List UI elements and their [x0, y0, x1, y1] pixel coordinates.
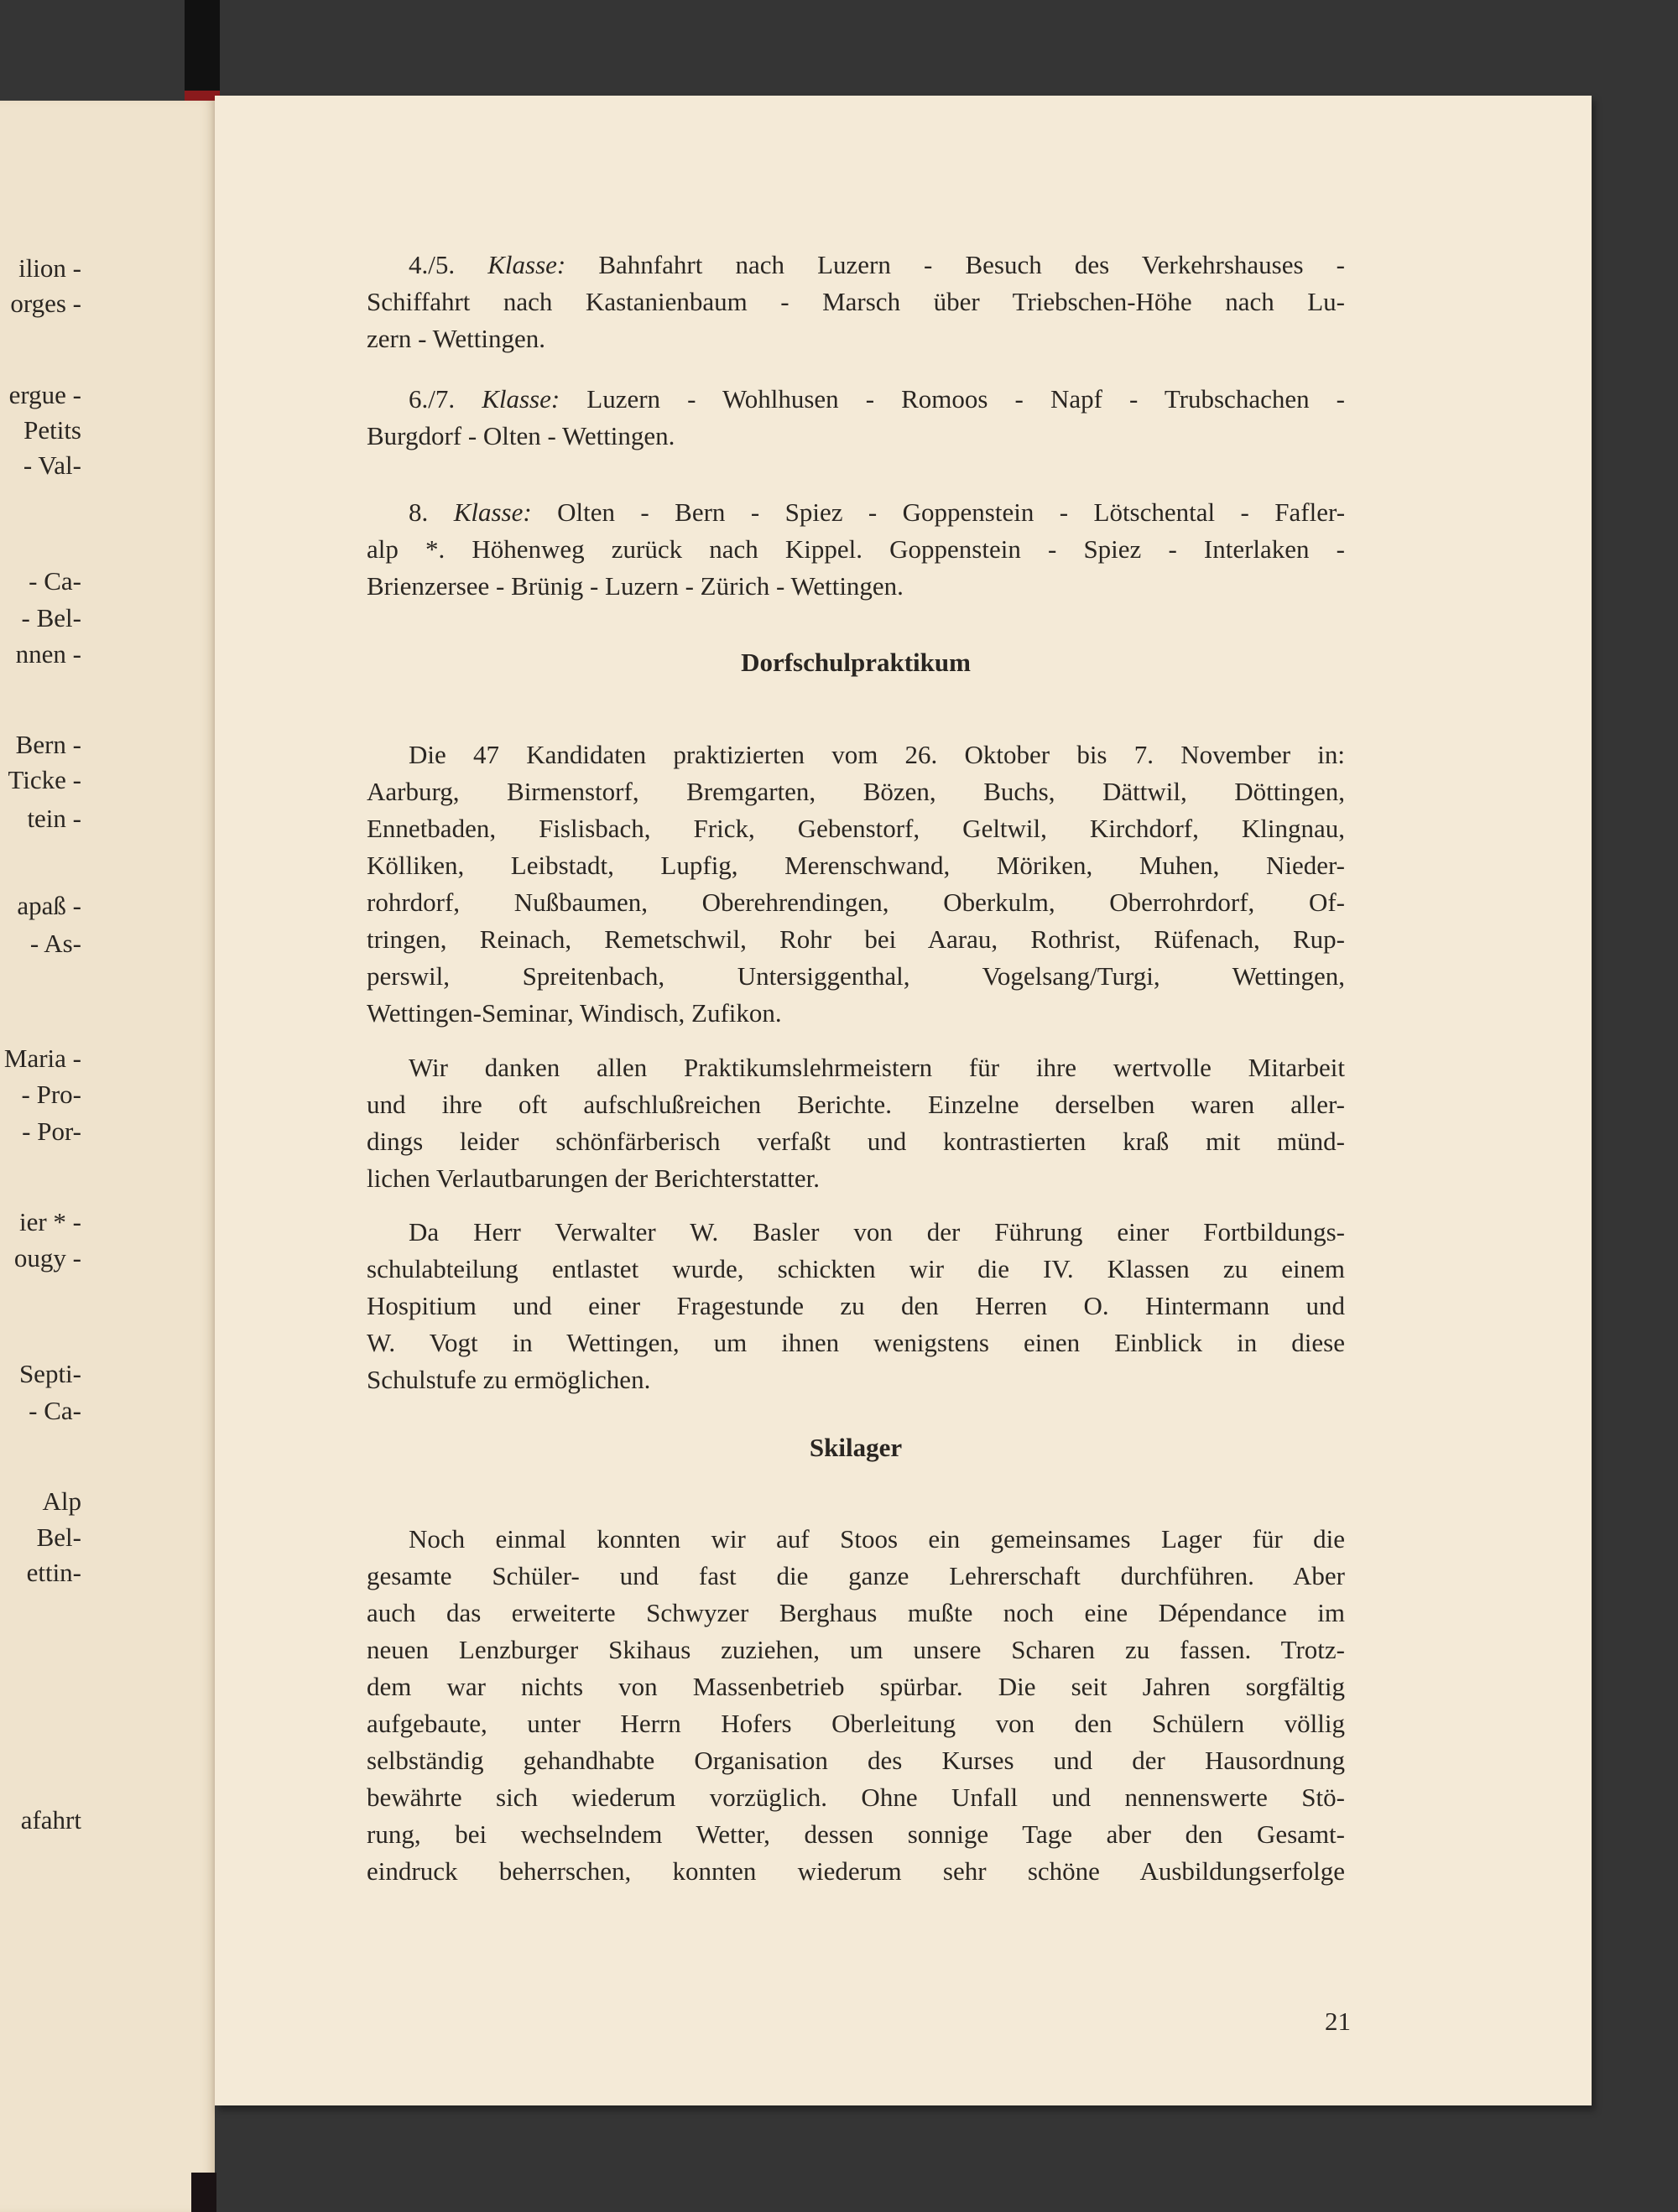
text-line: Aarburg, Birmenstorf, Bremgarten, Bözen, Buchs, Dättwil, Döttingen, [367, 777, 1345, 806]
left-page-text-fragment: afahrt [20, 1804, 81, 1835]
left-page-text-fragment: Bern - [15, 730, 81, 760]
paragraph [367, 1214, 1345, 1398]
text-line: auch das erweiterte Schwyzer Berghaus mußte noch eine Dépendance im [367, 1598, 1345, 1627]
text-line: Noch einmal konnten wir auf Stoos ein gemeinsames Lager für die [409, 1524, 1345, 1554]
text-line: Da Herr Verwalter W. Basler von der Führung einer Fortbildungs- [409, 1217, 1345, 1247]
section-heading-dorfschulpraktikum: Dorfschulpraktikum [741, 648, 971, 677]
text-line: rohrdorf, Nußbaumen, Oberehrendingen, Oberkulm, Oberrohrdorf, Of- [367, 887, 1345, 917]
text-line: lichen Verlautbarungen der Berichterstatter. [367, 1163, 820, 1193]
left-page-text-fragment: - Por- [22, 1116, 81, 1146]
right-page [215, 96, 1592, 2105]
section-heading-skilager: Skilager [809, 1433, 903, 1462]
line-text: Bahnfahrt nach Luzern - Besuch des Verkehrshauses - [598, 250, 1345, 279]
text-line: Brienzersee - Brünig - Luzern - Zürich - Wettingen. [367, 571, 904, 601]
left-page-text-fragment: tein - [27, 803, 81, 833]
left-page-text-fragment: - As- [29, 929, 81, 959]
paragraph [367, 494, 1345, 605]
left-page-text-fragment: ilion - [18, 252, 81, 283]
left-page-text-fragment: - Bel- [21, 602, 81, 632]
text-line: und ihre oft aufschlußreichen Berichte. Einzelne derselben waren aller- [367, 1090, 1345, 1119]
left-page-text-fragment: - Ca- [29, 565, 81, 596]
text-line: bewährte sich wiederum vorzüglich. Ohne Unfall und nennenswerte Stö- [367, 1783, 1345, 1812]
paragraph [367, 1049, 1345, 1197]
text-line: W. Vogt in Wettingen, um ihnen wenigstens einen Einblick in diese [367, 1328, 1345, 1357]
page-number: 21 [1325, 2006, 1351, 2036]
text-line: eindruck beherrschen, konnten wiederum sehr schöne Ausbildungserfolge [367, 1856, 1345, 1886]
left-page-text-fragment: apaß - [17, 890, 81, 920]
text-line: Schulstufe zu ermöglichen. [367, 1365, 651, 1394]
left-page-text-fragment: ettin- [26, 1558, 81, 1588]
spine-bottom [191, 2173, 216, 2212]
paragraph [367, 381, 1345, 455]
paragraph [367, 736, 1345, 1032]
class-number: 6./7. [409, 384, 482, 414]
left-page-text-fragment: Maria - [3, 1043, 81, 1073]
text-line: selbständig gehandhabte Organisation des Kurses und der Hausordnung [367, 1746, 1345, 1775]
class-label: Klasse: [453, 497, 532, 527]
left-page-text-fragment: - Ca- [29, 1396, 81, 1425]
text-line: Wettingen-Seminar, Windisch, Zufikon. [367, 998, 782, 1028]
line-text: Luzern - Wohlhusen - Romoos - Napf - Trubschachen - [586, 384, 1345, 414]
text-line: tringen, Reinach, Remetschwil, Rohr bei Aarau, Rothrist, Rüfenach, Rup- [367, 924, 1345, 954]
class-label: Klasse: [482, 384, 560, 414]
left-page-text-fragment: ergue - [8, 379, 81, 409]
text-line: Kölliken, Leibstadt, Lupfig, Merenschwand, Möriken, Muhen, Nieder- [367, 851, 1345, 880]
text-line: gesamte Schüler- und fast die ganze Lehrerschaft durchführen. Aber [367, 1561, 1345, 1590]
left-page [0, 101, 215, 2212]
text-line: neuen Lenzburger Skihaus zuziehen, um unsere Scharen zu fassen. Trotz- [367, 1635, 1345, 1664]
left-page-text-fragment: Alp [42, 1486, 81, 1516]
class-number: 8. [409, 497, 454, 527]
text-line: dem war nichts von Massenbetrieb spürbar. Die seit Jahren sorgfältig [367, 1672, 1345, 1701]
left-page-text-fragment: - Pro- [21, 1080, 81, 1110]
left-page-text-fragment: Septi- [18, 1359, 81, 1389]
left-page-text-fragment: ier * - [18, 1206, 81, 1236]
class-number: 4./5. [409, 250, 488, 279]
text-line: rung, bei wechselndem Wetter, dessen sonnige Tage aber den Gesamt- [367, 1819, 1345, 1849]
class-label: Klasse: [487, 250, 566, 279]
text-line: Ennetbaden, Fislisbach, Frick, Gebenstorf, Geltwil, Kirchdorf, Klingnau, [367, 814, 1345, 843]
text-line: Schiffahrt nach Kastanienbaum - Marsch über Triebschen-Höhe nach Lu- [367, 287, 1345, 316]
text-line: perswil, Spreitenbach, Untersiggenthal, Vogelsang/Turgi, Wettingen, [367, 961, 1345, 991]
text-line: alp *. Höhenweg zurück nach Kippel. Goppenstein - Spiez - Interlaken - [367, 534, 1345, 564]
text-line: aufgebaute, unter Herrn Hofers Oberleitung von den Schülern völlig [367, 1709, 1345, 1738]
text-line [367, 247, 1345, 284]
left-page-text-fragment: Ticke - [8, 765, 81, 795]
text-line: zern - Wettingen. [367, 324, 545, 353]
text-line: Hospitium und einer Fragestunde zu den Herren O. Hintermann und [367, 1291, 1345, 1320]
text-line: dings leider schönfärberisch verfaßt und kontrastierten kraß mit münd- [367, 1127, 1345, 1156]
left-page-text-fragment: Petits [23, 415, 81, 445]
left-page-text-fragment: ougy - [13, 1243, 81, 1273]
text-line [367, 381, 1345, 418]
book-spine [185, 0, 220, 102]
text-line [367, 494, 1345, 531]
paragraph [367, 247, 1345, 357]
left-page-text-fragment: - Val- [23, 450, 81, 481]
left-page-text-fragment: orges - [10, 288, 81, 318]
text-line: Die 47 Kandidaten praktizierten vom 26. Oktober bis 7. November in: [409, 740, 1345, 769]
left-page-text-fragment: Bel- [36, 1522, 81, 1553]
paragraph [367, 1521, 1345, 1890]
text-line: schulabteilung entlastet wurde, schickten wir die IV. Klassen zu einem [367, 1254, 1345, 1283]
line-text: Olten - Bern - Spiez - Goppenstein - Lötschental - Fafler- [557, 497, 1346, 527]
text-line: Burgdorf - Olten - Wettingen. [367, 421, 675, 450]
text-line: Wir danken allen Praktikumslehrmeistern für ihre wertvolle Mitarbeit [409, 1053, 1345, 1082]
left-page-text-fragment: nnen - [15, 639, 81, 669]
